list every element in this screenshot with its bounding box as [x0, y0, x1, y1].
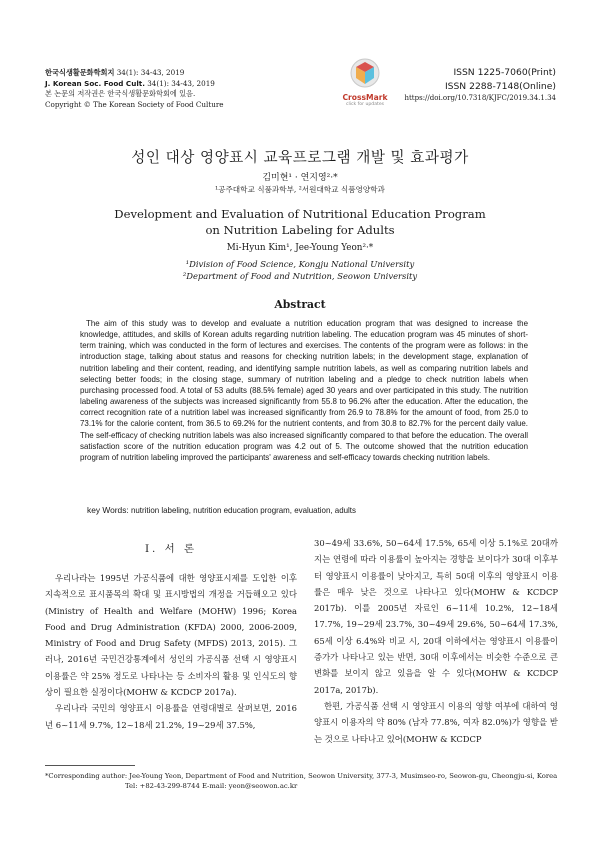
title-ko: 성인 대상 영양표시 교육프로그램 개발 및 효과평가: [131, 149, 469, 166]
affiliation-ko: ¹공주대학교 식품과학부, ²서원대학교 식품영양학과: [215, 185, 385, 194]
title-en-line2: on Nutrition Labeling for Adults: [205, 223, 395, 237]
journal-citation-en: 34(1): 34-43, 2019: [144, 78, 215, 88]
keywords-label: key Words:: [87, 505, 129, 515]
crossmark-sub: click for updates: [345, 102, 385, 107]
journal-header: [45, 68, 224, 110]
body-paragraph: 30~49세 33.6%, 50~64세 17.5%, 65세 이상 5.1%로 20대까지는 연령에 따라 이용률이 높아지는 경향을 보이다가 30대 이후부터 영양표시 이용률이 낮아지고, 특히 50대 이후의 영양표시 이용률은 매우 낮은 것으로 나타나고 있다(MOHW & KCDCP 2017b). 이를 2005년 자료인 6~11세 10.2%, 12~18세 17.7%, 19~29세 23.7%, 30~49세 29.6%, 50~64세 17.3%, 65세 이상 6.4%와 비교 시, 20대 이하에서는 영양표시 이용률이 증가가 나타나고 있는 반면, 30대 이후에서는 비슷한 수준으로 큰 변화를 보이지 않고 있음을 알 수 있다(MOHW & KCDCP 2017a, 2017b).: [314, 538, 558, 695]
body-column-left: [45, 570, 297, 733]
crossmark-icon: [350, 58, 380, 88]
title-en-line1: Development and Evaluation of Nutritional Education Program: [114, 207, 486, 221]
abstract-heading: Abstract: [274, 298, 326, 311]
title-en: [0, 206, 600, 238]
crossmark-label: CrossMark: [342, 93, 388, 102]
footnote-line2: Tel: +82-43-299-8744 E-mail: yeon@seowon.ac.kr: [125, 781, 298, 790]
crossmark-badge[interactable]: [340, 58, 390, 107]
body-column-right: [314, 535, 558, 747]
body-paragraph: 우리나라 국민의 영양표시 이용률을 연령대별로 살펴보면, 2016년 6~11세 9.7%, 12~18세 21.2%, 19~29세 37.5%,: [45, 703, 297, 730]
affiliation-en-1: ¹Division of Food Science, Kongju National University: [185, 259, 415, 269]
keywords: [87, 505, 356, 515]
corresponding-author-footnote: [45, 772, 557, 792]
abstract-text: The aim of this study was to develop and evaluate a nutrition education program that was designed to increase the knowledge, attitudes, and skills of Korean adults regarding nutrition labeling. The education program was 45 minutes of short-term training, which was conducted in the form of lectures and exercises. The contents of the program were as follows: in the introduction stage, talking about status and reasons for checking nutrition labels; in the development stage, explanation of nutrition labeling and their content, reading, and identifying sample nutrition labels, as well as comparing nutrition labels and selecting better foods; in the closing stage, summary of nutrition labeling and a pledge to check nutrition labels when purchasing processed food. A total of 53 adults (88.5% female) aged 30 years and over participated in this study. The nutrition labeling awareness of the subjects was increased significantly from 55.8 to 96.2% after the education. After the education, the correct recognition rate of a nutrition label was increased significantly from 26.9 to 78.8% for the amount of food, from 25.0 to 73.1% for the calorie content, from 36.5 to 69.2% for the nutrient contents, and from 30.8 to 82.7% for the percent daily value. The self-efficacy of checking nutrition labels was also increased significantly compared to that before the education. The overall satisfaction score of the nutrition education program was 4.2 out of 5. The outcome showed that the nutrition education program of nutrition labeling improved the participants' awareness and self-efficacy towards checking nutrition labels.: [80, 319, 528, 462]
affiliation-en-2: ²Department of Food and Nutrition, Seowon University: [182, 270, 418, 281]
copyright-en: Copyright © The Korean Society of Food Culture: [45, 99, 224, 109]
keywords-text: nutrition labeling, nutrition education program, evaluation, adults: [128, 506, 356, 515]
body-paragraph: 한편, 가공식품 선택 시 영양표시 이용의 영향 여부에 대하여 영양표시 이용자의 약 80% (남자 77.8%, 여자 82.0%)가 영향을 받는 것으로 나타나고 있어(MOHW & KCDCP: [314, 700, 558, 744]
authors-en: Mi-Hyun Kim¹, Jee-Young Yeon²·*: [226, 243, 374, 253]
journal-name-ko: 한국식생활문화학회지: [45, 68, 115, 77]
footnote-divider: [45, 765, 135, 766]
section-heading-introduction: Ⅰ. 서 론: [144, 543, 198, 555]
affiliation-en: [0, 259, 600, 282]
journal-name-en: J. Korean Soc. Food Cult.: [45, 78, 145, 88]
authors-ko: 김미현¹ · 연지영²·*: [262, 173, 338, 183]
footnote-line1: *Corresponding author: Jee-Young Yeon, Department of Food and Nutrition, Seowon University, 377-3, Musimseo-ro, Seowon-gu, Cheongju-si, Korea: [45, 772, 558, 780]
body-paragraph: 우리나라는 1995년 가공식품에 대한 영양표시제를 도입한 이후 지속적으로 표시품목의 확대 및 표시방법의 개정을 거듭해오고 있다(Ministry of Health and Welfare (MOHW) 1996; Korea Food and Drug Administration (KFDA) 2000, 2006-2009, Ministry of Food and Drug Safety (MFDS) 2013, 2015). 그러나, 2016년 국민건강통계에서 성인의 가공식품 선택 시 영양표시 이용률은 약 25% 정도로 나타나는 등 소비자의 활용 및 인식도의 향상이 필요한 실정이다(MOHW & KCDCP 2017a).: [45, 573, 297, 698]
issn-online: ISSN 2288-7148(Online): [444, 80, 556, 92]
copyright-ko: 본 논문의 저작권은 한국식생활문화학회에 있음.: [45, 89, 196, 99]
journal-citation-ko: 34(1): 34-43, 2019: [114, 68, 185, 77]
doi-link[interactable]: https://doi.org/10.7318/KJFC/2019.34.1.34: [404, 94, 556, 103]
issn-block: [404, 66, 556, 103]
issn-print: ISSN 1225-7060(Print): [453, 67, 556, 78]
